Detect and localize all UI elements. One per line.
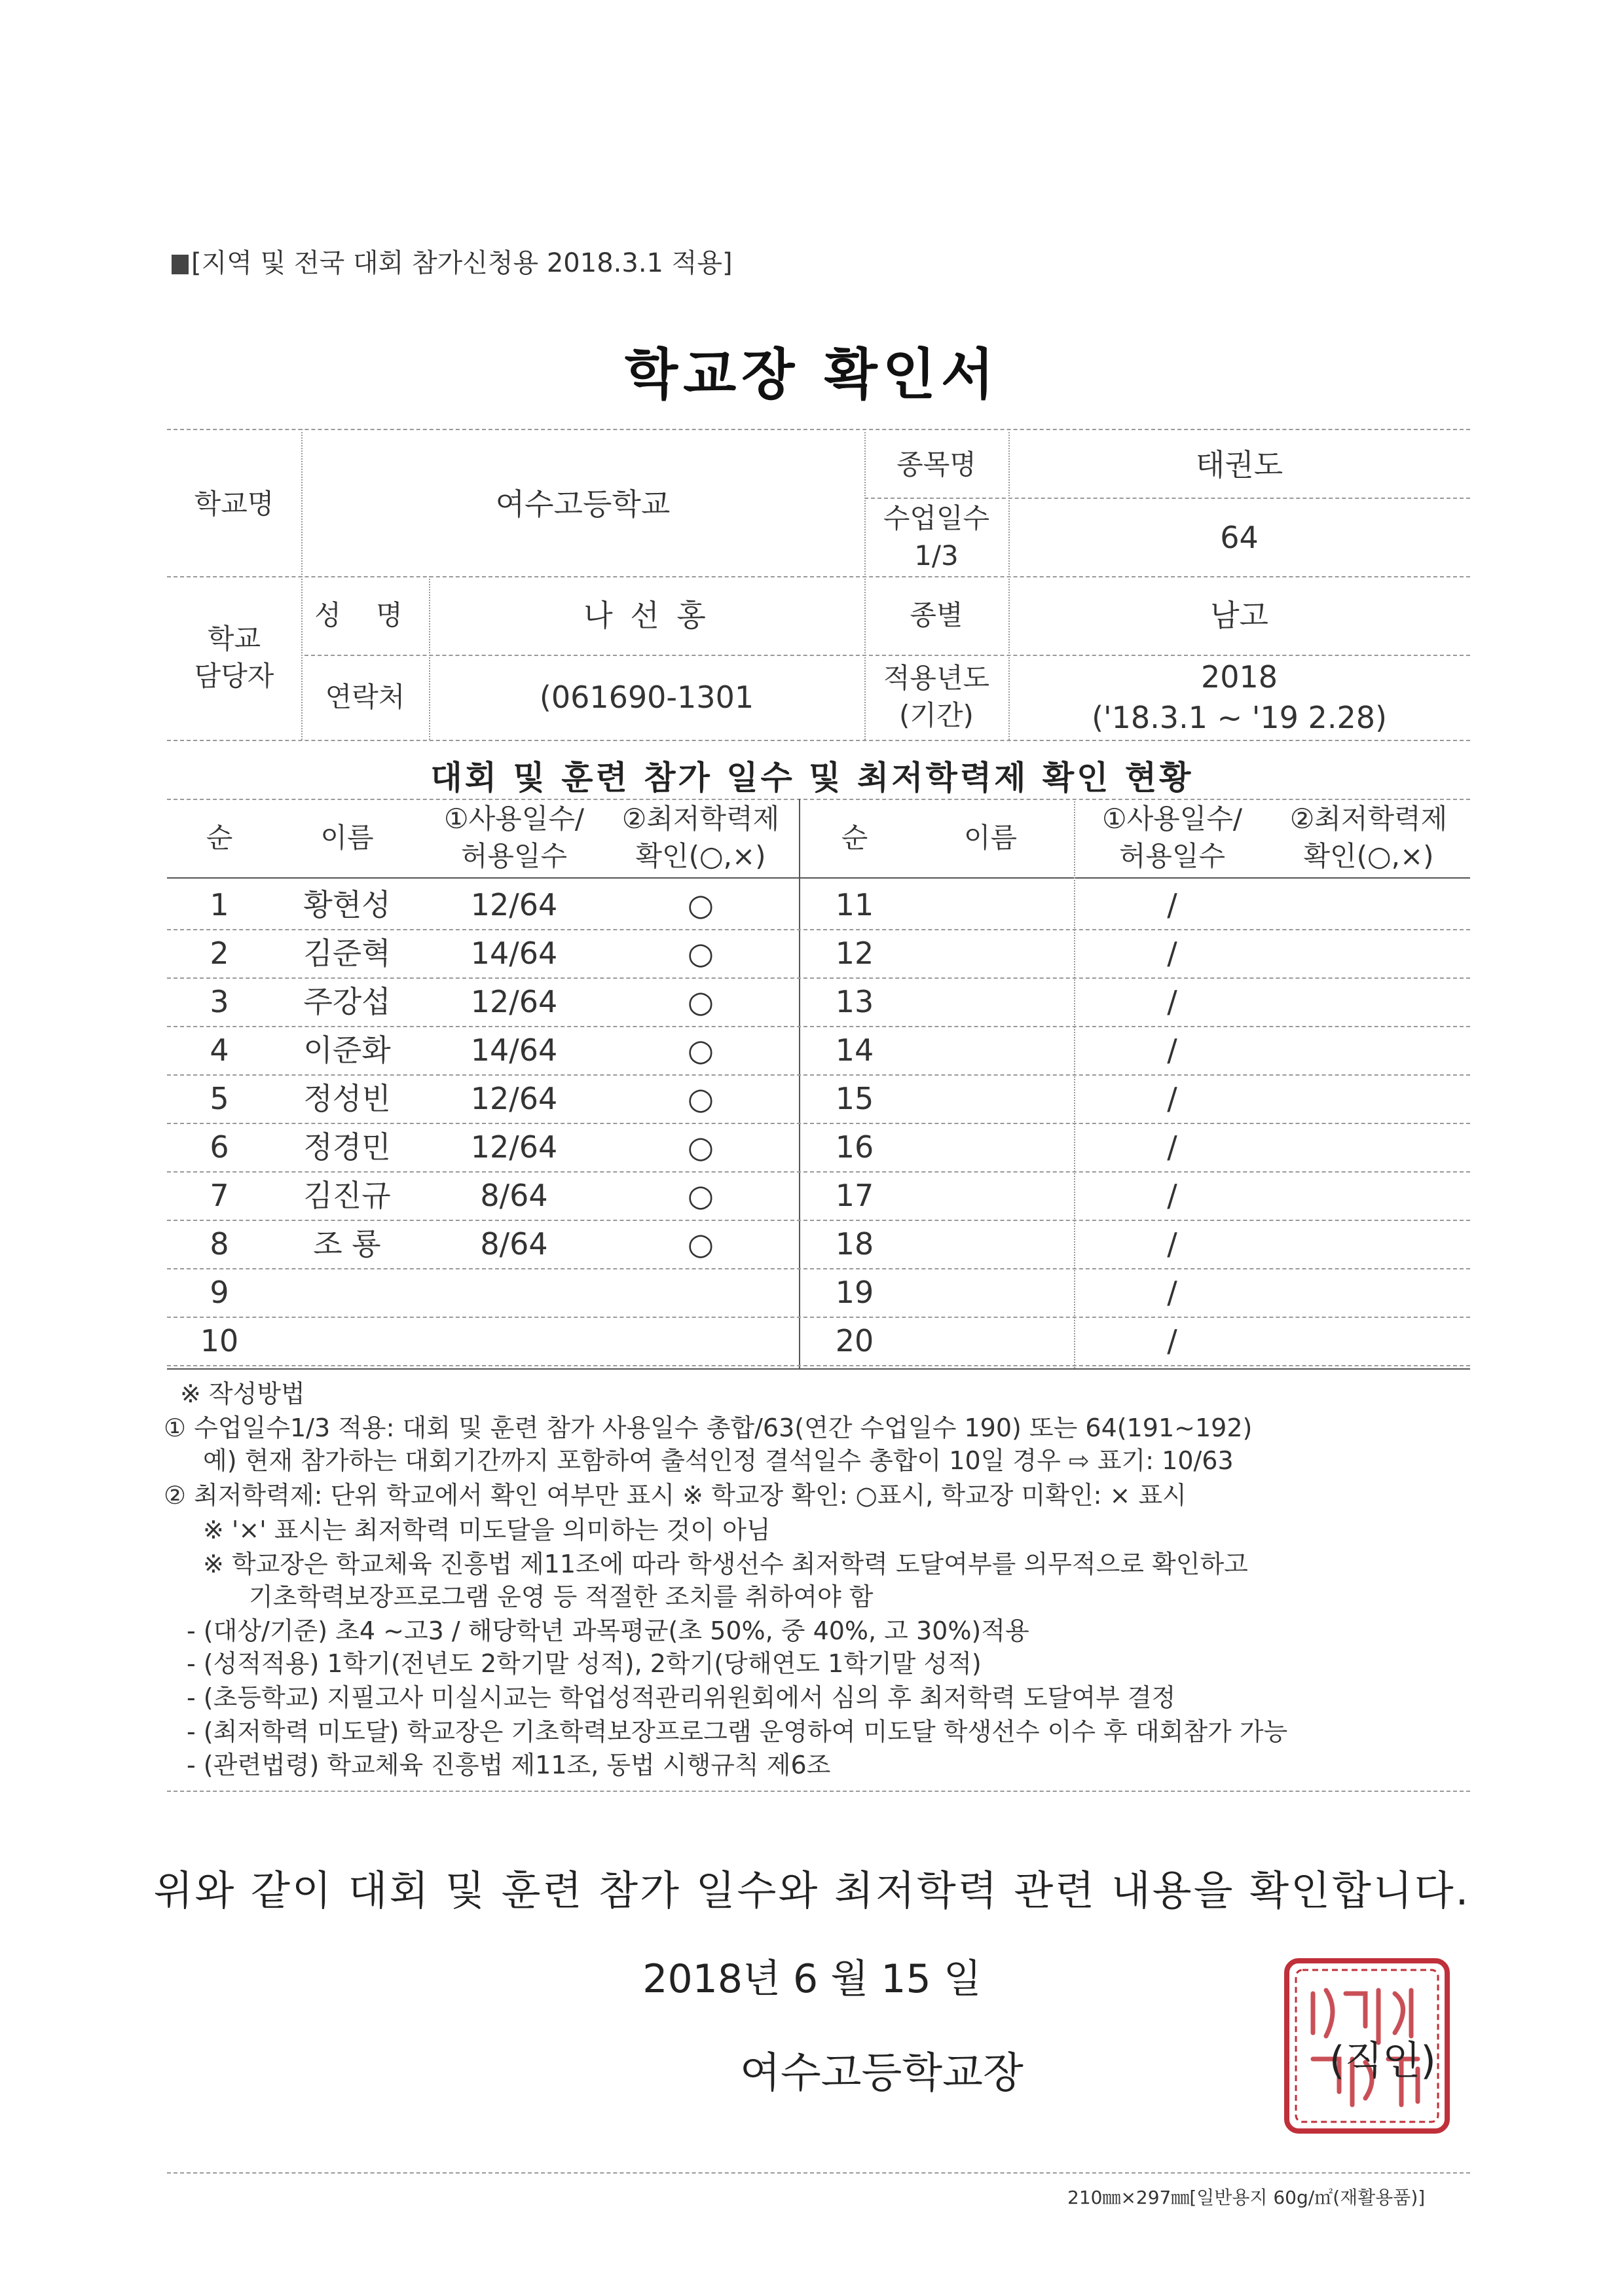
table-cell-name <box>907 1220 1074 1268</box>
table-cell-no: 13 <box>835 983 874 1019</box>
table-cell-days: 12/64 <box>470 886 558 922</box>
header-no-right: 순 <box>841 821 868 854</box>
row-divider <box>167 1365 1470 1366</box>
table-cell-no: 10 <box>200 1322 239 1358</box>
school-label: 학교명 <box>194 487 274 520</box>
table-cell-name: 주강섭 <box>303 983 391 1019</box>
name-label: 성 명 <box>314 598 416 631</box>
divider <box>799 799 800 1368</box>
table-cell-no: 8 <box>210 1226 229 1262</box>
divider <box>167 2172 1470 2174</box>
table-cell-days: / <box>1167 1322 1177 1358</box>
header-days: ①사용일수/ 허용일수 <box>443 803 585 872</box>
table-cell-name <box>907 1317 1074 1365</box>
table-cell-check <box>1270 1220 1467 1268</box>
header-note-text: [지역 및 전국 대회 참가신청용 2018.3.1 적용] <box>191 248 733 278</box>
table-cell-days: / <box>1167 886 1177 922</box>
table-title: 대회 및 훈련 참가 일수 및 최저학력제 확인 현황 <box>430 759 1194 797</box>
table-cell-days: 8/64 <box>480 1226 548 1262</box>
year-label: 적용년도 (기간) <box>883 662 990 731</box>
table-cell-no: 2 <box>210 935 229 971</box>
table-cell-name: 조 룡 <box>313 1226 381 1262</box>
note-line: 예) 현재 참가하는 대회기간까지 포함하여 출석인정 결석일수 총합이 10일 경우 ⇨ 표기: 10/63 <box>203 1446 1234 1475</box>
table-cell-days: 12/64 <box>470 983 558 1019</box>
table-cell-no: 9 <box>210 1274 229 1310</box>
divider <box>167 877 1470 879</box>
table-cell-no: 17 <box>835 1177 874 1213</box>
table-cell-no: 15 <box>835 1080 874 1116</box>
table-cell-check: ○ <box>687 1032 714 1068</box>
table-cell-name <box>907 929 1074 977</box>
table-cell-check <box>606 1317 796 1365</box>
table-cell-check: ○ <box>687 1129 714 1165</box>
table-cell-days: / <box>1167 1129 1177 1165</box>
table-cell-name <box>907 881 1074 929</box>
table-cell-check <box>606 1268 796 1317</box>
year-value: 2018 <box>1200 659 1278 695</box>
note-line: 기초학력보장프로그램 운영 등 적절한 조치를 취하여야 함 <box>249 1582 874 1611</box>
school-value: 여수고등학교 <box>495 486 671 522</box>
note-line: ② 최저학력제: 단위 학교에서 확인 여부만 표시 ※ 학교장 확인: ○표시, 학교장 미확인: × 표시 <box>164 1481 1187 1510</box>
note-line: - (초등학교) 지필고사 미실시교는 학업성적관리위원회에서 심의 후 최저학력 도달여부 결정 <box>187 1683 1176 1712</box>
header-note <box>172 242 733 280</box>
table-cell-name: 김진규 <box>303 1177 391 1213</box>
table-cell-days: / <box>1167 935 1177 971</box>
table-cell-name: 김준혁 <box>303 935 391 971</box>
table-cell-days: 8/64 <box>480 1177 548 1213</box>
table-cell-no: 4 <box>210 1032 229 1068</box>
table-cell-no: 20 <box>835 1322 874 1358</box>
table-cell-days: / <box>1167 1226 1177 1262</box>
table-cell-name <box>272 1317 422 1365</box>
table-cell-no: 1 <box>210 886 229 922</box>
table-cell-check <box>1270 1123 1467 1171</box>
table-cell-no: 5 <box>210 1080 229 1116</box>
table-cell-days: / <box>1167 1177 1177 1213</box>
event-label: 종목명 <box>896 448 976 481</box>
table-cell-days: / <box>1167 1032 1177 1068</box>
name-value: 나 선 홍 <box>583 597 710 633</box>
table-cell-name <box>907 1268 1074 1317</box>
principal-name: 여수고등학교장 <box>740 2049 1024 2098</box>
note-line: - (성적적용) 1학기(전년도 2학기말 성적), 2학기(당해연도 1학기말 성적) <box>187 1649 982 1678</box>
table-cell-check: ○ <box>687 1080 714 1116</box>
table-cell-days: 14/64 <box>470 1032 558 1068</box>
note-line: - (대상/기준) 초4 ~고3 / 해당학년 과목평균(초 50%, 중 40%, 고 30%)적용 <box>187 1616 1029 1645</box>
divider <box>167 1368 1470 1370</box>
event-value: 태권도 <box>1195 446 1283 483</box>
table-cell-days: 12/64 <box>470 1080 558 1116</box>
table-cell-name <box>272 1268 422 1317</box>
days-label: 수업일수 1/3 <box>883 502 990 572</box>
table-cell-check <box>1270 977 1467 1026</box>
table-cell-no: 6 <box>210 1129 229 1165</box>
table-cell-name: 황현성 <box>303 886 391 922</box>
table-cell-no: 16 <box>835 1129 874 1165</box>
table-cell-check <box>1270 881 1467 929</box>
table-cell-name <box>907 1171 1074 1220</box>
table-cell-no: 3 <box>210 983 229 1019</box>
header-check-right: ②최저학력제 확인(○,×) <box>1289 803 1448 872</box>
header-check: ②최저학력제 확인(○,×) <box>621 803 780 872</box>
table-cell-name: 정경민 <box>303 1129 391 1165</box>
table-cell-days: 12/64 <box>470 1129 558 1165</box>
page-title: 학교장 확인서 <box>624 342 1000 407</box>
divider <box>167 740 1470 741</box>
table-cell-check: ○ <box>687 983 714 1019</box>
contact-value: (061690-1301 <box>539 679 754 715</box>
bullet-mark-icon <box>172 255 189 274</box>
table-cell-check <box>1270 1074 1467 1123</box>
paper-spec: 210㎜×297㎜[일반용지 60g/㎡(재활용품)] <box>1067 2187 1426 2208</box>
contact-label: 연락처 <box>325 680 405 713</box>
note-line: ① 수업일수1/3 적용: 대회 및 훈련 참가 사용일수 총합/63(연간 수업일수 190) 또는 64(191~192) <box>164 1413 1253 1442</box>
days-value: 64 <box>1220 519 1259 555</box>
table-cell-name <box>907 1123 1074 1171</box>
table-cell-name <box>907 1074 1074 1123</box>
seal-label: (직인) <box>1329 2038 1436 2084</box>
table-cell-no: 19 <box>835 1274 874 1310</box>
table-cell-check <box>1270 929 1467 977</box>
table-cell-days <box>422 1317 606 1365</box>
divider <box>167 429 1470 430</box>
table-cell-days: / <box>1167 1274 1177 1310</box>
table-cell-name <box>907 977 1074 1026</box>
note-line: ※ '×' 표시는 최저학력 미도달을 의미하는 것이 아님 <box>203 1516 771 1544</box>
table-cell-no: 14 <box>835 1032 874 1068</box>
table-cell-no: 7 <box>210 1177 229 1213</box>
date-text: 2018년 6 월 15 일 <box>642 1956 982 2002</box>
table-cell-check: ○ <box>687 886 714 922</box>
table-cell-days <box>422 1268 606 1317</box>
table-cell-no: 11 <box>835 886 874 922</box>
confirm-text: 위와 같이 대회 및 훈련 참가 일수와 최저학력 관련 내용을 확인합니다. <box>153 1867 1471 1914</box>
year-cell <box>1008 655 1470 740</box>
note-line: ※ 학교장은 학교체육 진흥법 제11조에 따라 학생선수 최저학력 도달여부를 의무적으로 확인하고 <box>203 1550 1248 1578</box>
table-cell-check <box>1270 1317 1467 1365</box>
table-cell-check <box>1270 1026 1467 1074</box>
table-cell-days: / <box>1167 1080 1177 1116</box>
table-cell-check <box>1270 1268 1467 1317</box>
table-cell-name: 정성빈 <box>303 1080 391 1116</box>
category-value: 남고 <box>1210 597 1268 633</box>
header-name: 이름 <box>320 821 374 854</box>
header-no: 순 <box>206 821 233 854</box>
header-days-right: ①사용일수/ 허용일수 <box>1101 803 1243 872</box>
table-cell-no: 18 <box>835 1226 874 1262</box>
note-line: - (관련법령) 학교체육 진흥법 제11조, 동법 시행규칙 제6조 <box>187 1751 831 1779</box>
manager-label: 학교 담당자 <box>194 623 274 692</box>
divider <box>167 1791 1470 1792</box>
period-value: ('18.3.1 ~ '19 2.28) <box>1092 700 1387 735</box>
category-label: 종별 <box>910 598 963 631</box>
table-cell-check: ○ <box>687 1177 714 1213</box>
table-cell-check <box>1270 1171 1467 1220</box>
table-cell-name: 이준화 <box>303 1032 391 1068</box>
table-cell-check: ○ <box>687 935 714 971</box>
note-line: ※ 작성방법 <box>180 1379 305 1408</box>
table-cell-name <box>907 1026 1074 1074</box>
table-cell-check: ○ <box>687 1226 714 1262</box>
note-line: - (최저학력 미도달) 학교장은 기초학력보장프로그램 운영하여 미도달 학생선수 이수 후 대회참가 가능 <box>187 1717 1288 1746</box>
table-cell-no: 12 <box>835 935 874 971</box>
table-cell-days: / <box>1167 983 1177 1019</box>
header-name-right: 이름 <box>963 821 1018 854</box>
table-cell-days: 14/64 <box>470 935 558 971</box>
